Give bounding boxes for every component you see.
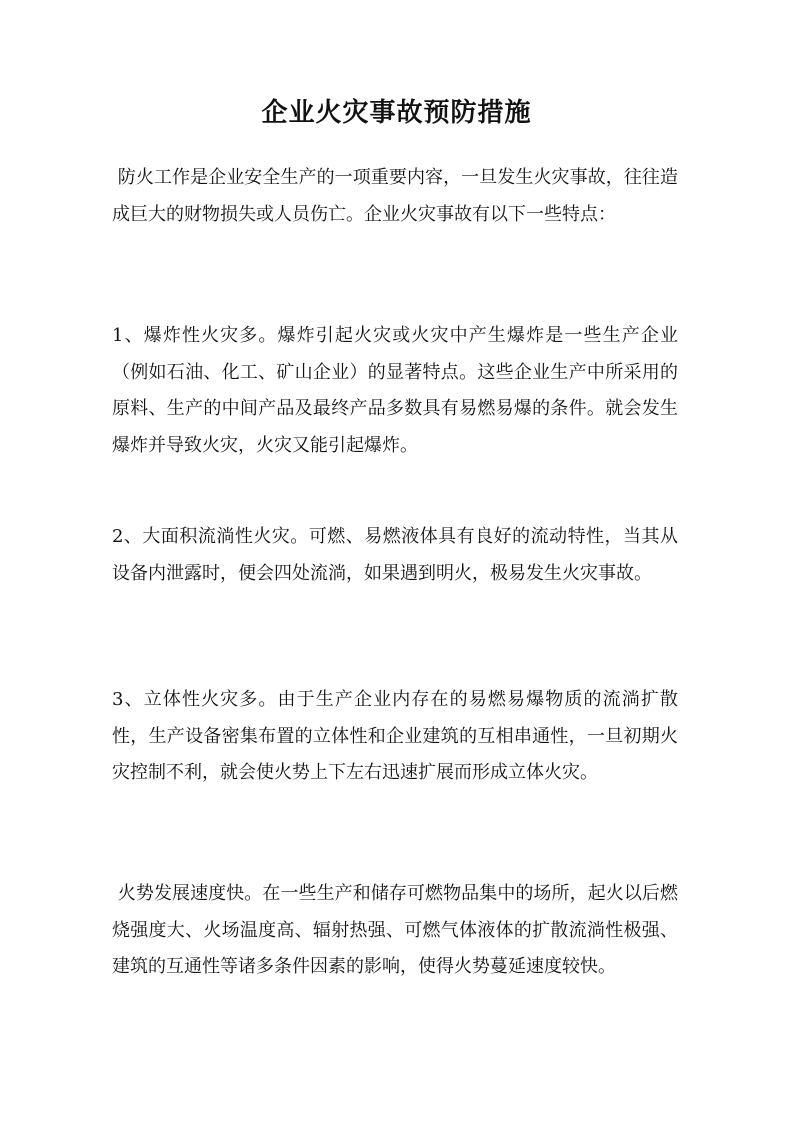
paragraph-explosive-fires: 1、爆炸性火灾多。爆炸引起火灾或火灾中产生爆炸是一些生产企业（例如石油、化工、矿山企业）的显著特点。这些企业生产中所采用的原料、生产的中间产品及最终产品多数具有易燃易爆的条件。就会发生爆炸并导致火灾，火灾又能引起爆炸。	[112, 325, 678, 456]
paragraph-three-dimensional-fires: 3、立体性火灾多。由于生产企业内存在的易燃易爆物质的流淌扩散性，生产设备密集布置的立体性和企业建筑的互相串通性，一旦初期火灾控制不利，就会使火势上下左右迅速扩展而形成立体火灾。	[112, 689, 678, 783]
paragraph-fast-spread: 火势发展速度快。在一些生产和储存可燃物品集中的场所，起火以后燃烧强度大、火场温度高、辐射热强、可燃气体液体的扩散流淌性极强、建筑的互通性等诸多条件因素的影响，使得火势蔓延速度较快。	[112, 883, 678, 977]
paragraph-flowing-fires: 2、大面积流淌性火灾。可燃、易燃液体具有良好的流动特性，当其从设备内泄露时，便会四处流淌，如果遇到明火，极易发生火灾事故。	[112, 526, 678, 584]
paragraph-intro: 防火工作是企业安全生产的一项重要内容，一旦发生火灾事故，往往造成巨大的财物损失或人员伤亡。企业火灾事故有以下一些特点：	[112, 167, 678, 225]
document-title: 企业火灾事故预防措施	[261, 98, 532, 128]
